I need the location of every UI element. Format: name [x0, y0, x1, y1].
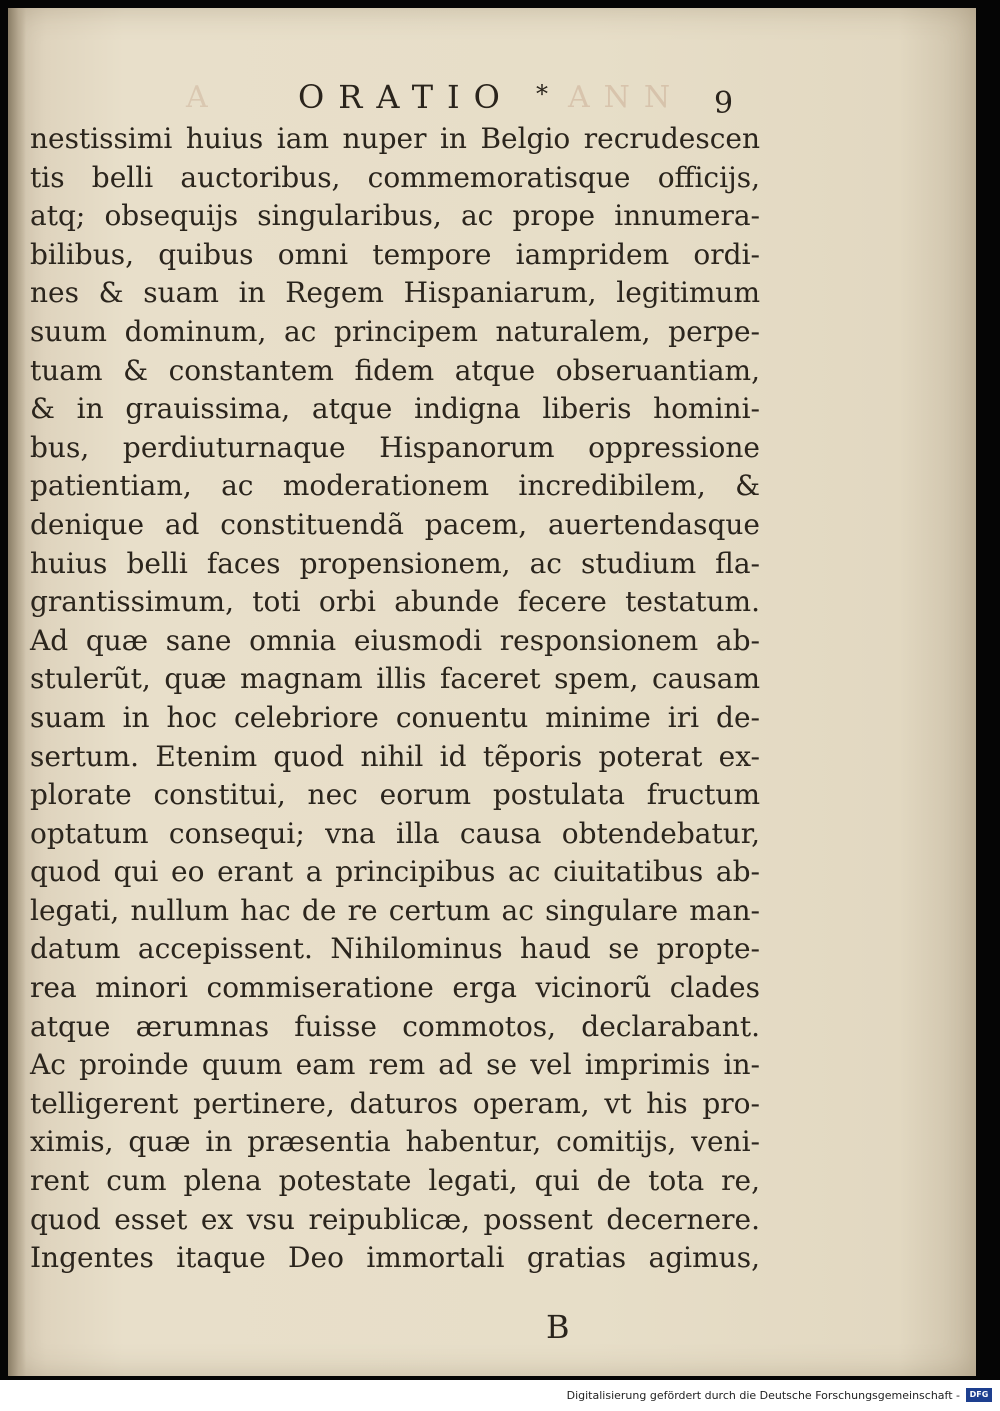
page-header [8, 78, 976, 121]
text-line: nestissimi huius iam nuper in Belgio recrudescen [30, 122, 760, 155]
text-line: telligerent pertinere, daturos operam, vt his pro- [30, 1086, 760, 1120]
page-spine-edge [8, 8, 26, 1376]
footer-credit: Digitalisierung gefördert durch die Deutsche Forschungsgemeinschaft - [566, 1389, 960, 1402]
text-line: nes & suam in Regem Hispaniarum, legitimum [30, 276, 760, 310]
text-line: suam in hoc celebriore conuentu minime iri de- [30, 700, 760, 734]
text-line: quod qui eo erant a principibus ac ciuitatibus ab- [30, 855, 760, 889]
text-line: legati, nullum hac de re certum ac singulare man- [30, 893, 760, 927]
text-line: atque ærumnas fuisse commotos, declarabant. [30, 1009, 760, 1043]
ornament-glyph: * [536, 80, 548, 108]
text-line: sertum. Etenim quod nihil id tẽporis poterat ex- [30, 739, 760, 773]
text-line: suum dominum, ac principem naturalem, perpe- [30, 314, 760, 348]
text-body [30, 120, 760, 1278]
text-line: tuam & constantem fidem atque obseruantiam, [30, 353, 760, 387]
dfg-logo: DFG [966, 1388, 992, 1402]
digitization-footer [0, 1380, 1000, 1411]
bleed-through-left: A [186, 80, 220, 115]
running-head: ORATIO [298, 78, 514, 116]
text-line: Ingentes itaque Deo immortali gratias agimus, [30, 1241, 760, 1275]
text-line: optatum consequi; vna illa causa obtendebatur, [30, 816, 760, 850]
text-line: huius belli faces propensionem, ac studium fla- [30, 546, 760, 580]
text-line: bilibus, quibus omni tempore iampridem ordi- [30, 237, 760, 271]
text-line: Ac proinde quum eam rem ad se vel imprimis in- [30, 1048, 760, 1082]
text-line: & in grauissima, atque indigna liberis homini- [30, 392, 760, 426]
text-line: ximis, quæ in præsentia habentur, comitijs, veni- [30, 1125, 760, 1159]
bleed-through-right: ANN [568, 80, 685, 115]
text-line: quod esset ex vsu reipublicæ, possent decernere. [30, 1202, 760, 1236]
text-line: Ad quæ sane omnia eiusmodi responsionem ab- [30, 623, 760, 657]
text-line: plorate constitui, nec eorum postulata fructum [30, 778, 760, 812]
text-line: patientiam, ac moderationem incredibilem, & [30, 469, 760, 503]
text-line: grantissimum, toti orbi abunde fecere testatum. [30, 585, 760, 619]
text-line: denique ad constituendã pacem, auertendasque [30, 507, 760, 541]
page-number: 9 [714, 86, 734, 121]
text-line: tis belli auctoribus, commemoratisque officijs, [30, 160, 760, 194]
text-line: stulerũt, quæ magnam illis faceret spem, causam [30, 662, 760, 696]
book-page [8, 8, 976, 1376]
text-line: datum accepissent. Nihilominus haud se propte- [30, 932, 760, 966]
text-line: rea minori commiseratione erga vicinorũ clades [30, 971, 760, 1005]
text-line: rent cum plena potestate legati, qui de tota re, [30, 1164, 760, 1198]
text-line: bus, perdiuturnaque Hispanorum oppressione [30, 430, 760, 464]
text-line: atq; obsequijs singularibus, ac prope innumera- [30, 199, 760, 233]
signature-mark: B [546, 1308, 570, 1346]
